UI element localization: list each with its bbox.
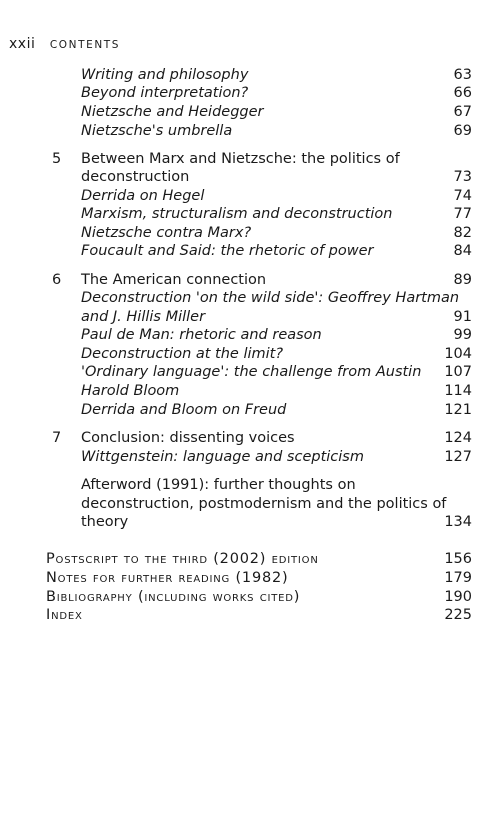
toc-entry-page: 82: [453, 225, 472, 241]
toc-entry-page: 99: [453, 327, 472, 343]
toc-entry-title: Nietzsche contra Marx?: [81, 225, 252, 241]
toc-entry-page: 84: [453, 243, 472, 259]
toc-entry-page: 179: [444, 570, 472, 586]
toc-entry-title: Marxism, structuralism and deconstruction: [81, 206, 393, 222]
toc-entry-title: deconstruction, postmodernism and the politics of: [81, 496, 447, 512]
toc-entry-title: theory: [81, 514, 129, 530]
toc-entry-title: Bibliography (including works cited): [46, 589, 301, 605]
toc-entry-title: Notes for further reading (1982): [46, 570, 289, 586]
toc-entry-page: 73: [453, 169, 472, 185]
toc-entry-page: 74: [453, 188, 472, 204]
toc-entry-page: 69: [453, 123, 472, 139]
toc-entry-page: 134: [444, 514, 472, 530]
toc-entry-title: Derrida and Bloom on Freud: [81, 402, 287, 418]
toc-entry-title: Foucault and Said: the rhetoric of power: [81, 243, 374, 259]
toc-entry-page: 190: [444, 589, 472, 605]
chapter-number: 6: [52, 272, 62, 288]
chapter-number: 7: [52, 430, 62, 446]
toc-entry-page: 66: [453, 85, 472, 101]
toc-entry-title: Derrida on Hegel: [81, 188, 205, 204]
toc-entry-page: 124: [444, 430, 472, 446]
toc-entry-page: 114: [444, 383, 472, 399]
toc-entry-page: 121: [444, 402, 472, 418]
toc-entry-page: 91: [453, 309, 472, 325]
toc-entry-title: Postscript to the third (2002) edition: [46, 551, 319, 567]
toc-entry-title: Beyond interpretation?: [81, 85, 249, 101]
toc-entry-page: 77: [453, 206, 472, 222]
toc-entry-page: 63: [453, 67, 472, 83]
toc-entry-title: Index: [46, 607, 83, 623]
toc-entry-title: Between Marx and Nietzsche: the politics of: [81, 151, 400, 167]
toc-entry-title: 'Ordinary language': the challenge from Austin: [81, 364, 422, 380]
toc-entry-title: Harold Bloom: [81, 383, 180, 399]
toc-entry-title: Writing and philosophy: [81, 67, 249, 83]
toc-entry-page: 127: [444, 449, 472, 465]
toc-entry-page: 67: [453, 104, 472, 120]
toc-entry-title: Deconstruction at the limit?: [81, 346, 284, 362]
chapter-number: 5: [52, 151, 62, 167]
toc-entry-title: deconstruction: [81, 169, 190, 185]
header-title: CONTENTS: [49, 39, 121, 51]
toc-entry-title: and J. Hillis Miller: [81, 309, 206, 325]
running-header: [9, 36, 120, 52]
toc-entry-page: 107: [444, 364, 472, 380]
toc-entry-title: Nietzsche's umbrella: [81, 123, 233, 139]
toc-entry-page: 225: [444, 607, 472, 623]
toc-entry-page: 104: [444, 346, 472, 362]
toc-entry-title: Deconstruction 'on the wild side': Geoffrey Hartman: [81, 290, 460, 306]
toc-entry-title: Afterword (1991): further thoughts on: [81, 477, 356, 493]
toc-entry-page: 89: [453, 272, 472, 288]
toc-entry-page: 156: [444, 551, 472, 567]
toc-entry-title: Nietzsche and Heidegger: [81, 104, 264, 120]
toc-entry-title: Conclusion: dissenting voices: [81, 430, 295, 446]
toc-entry-title: Paul de Man: rhetoric and reason: [81, 327, 322, 343]
toc-entry-title: The American connection: [81, 272, 267, 288]
toc-entry-title: Wittgenstein: language and scepticism: [81, 449, 364, 465]
header-page-number: xxii: [9, 36, 36, 52]
